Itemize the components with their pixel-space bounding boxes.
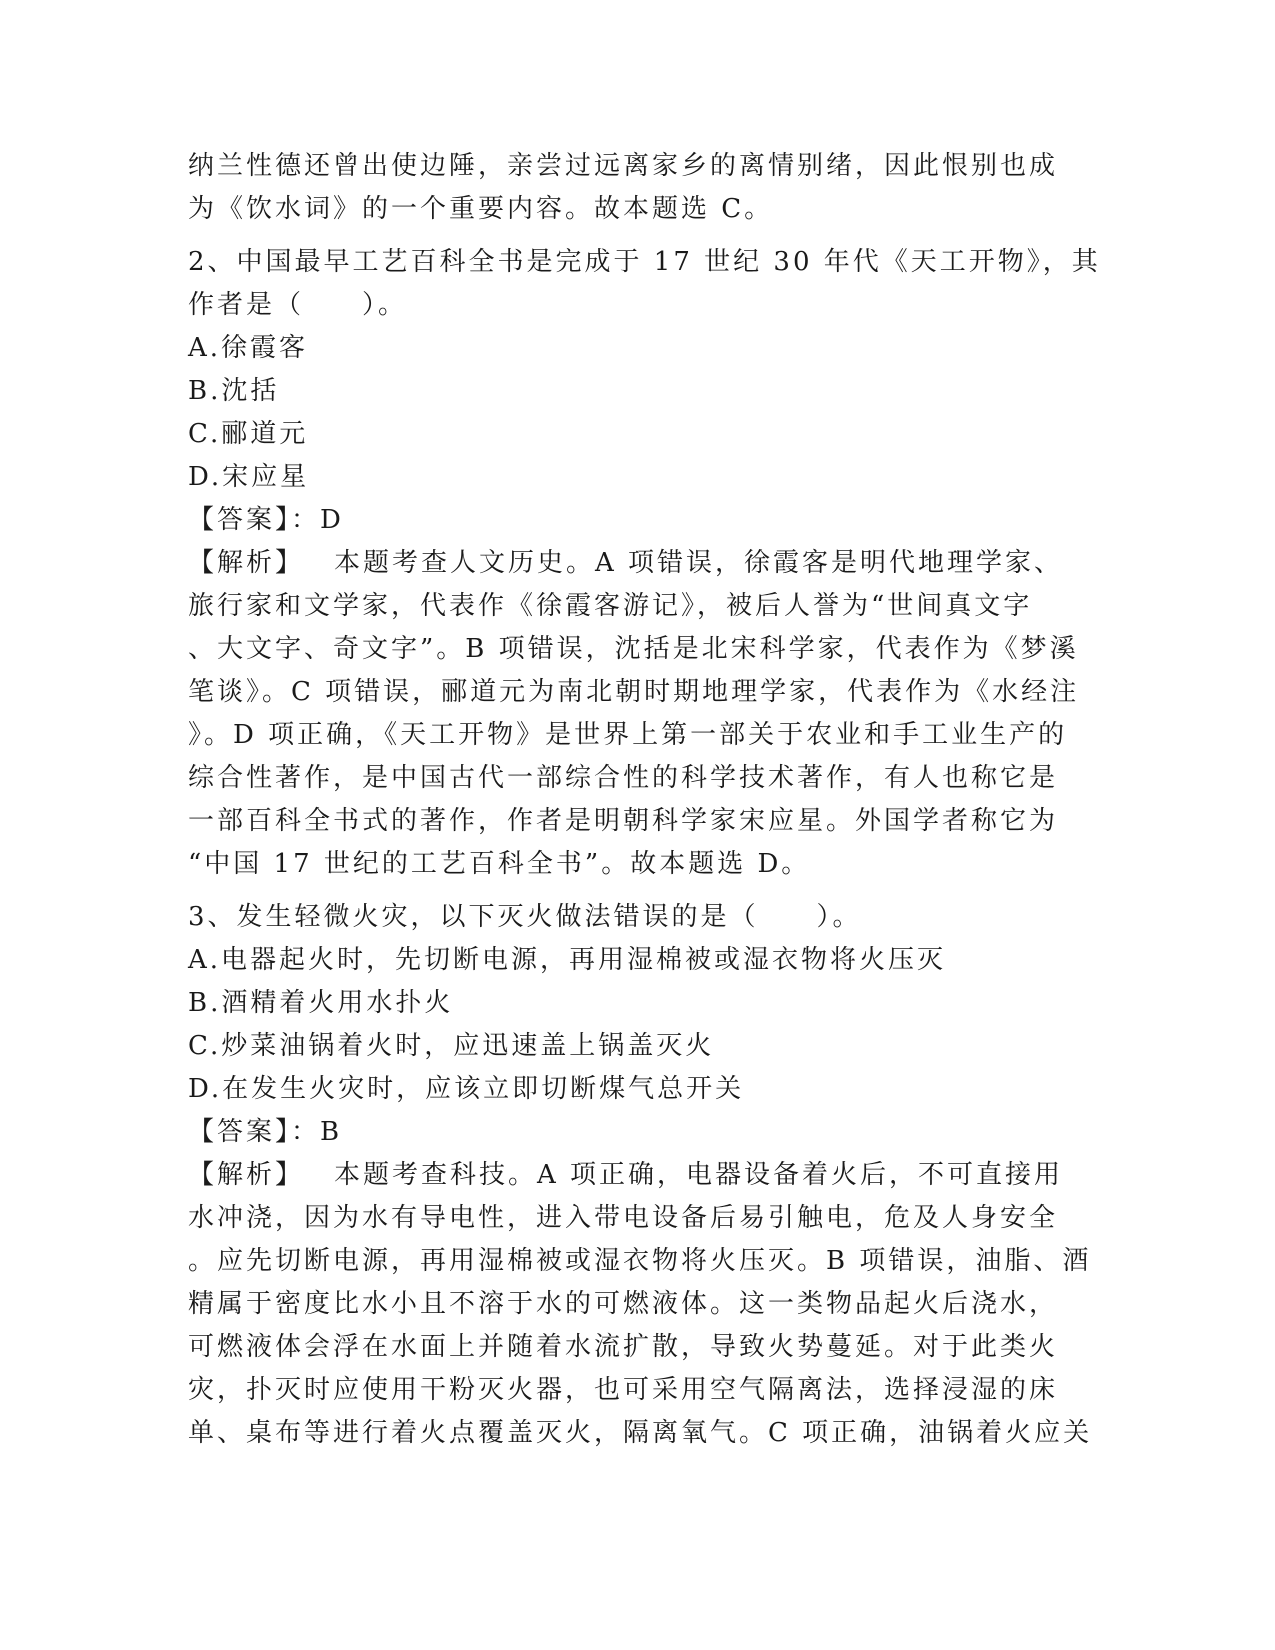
question-2-option-b: B.沈括 bbox=[188, 376, 280, 406]
analysis-line: 综合性著作，是中国古代一部综合性的科学技术著作，有人也称它是 bbox=[188, 763, 1059, 793]
question-3-option-d: D.在发生火灾时，应该立即切断煤气总开关 bbox=[188, 1074, 745, 1104]
question-3-analysis-first-line bbox=[188, 1154, 1088, 1197]
analysis-line: 可燃液体会浮在水面上并随着水流扩散，导致火势蔓延。对于此类火 bbox=[188, 1332, 1059, 1362]
question-3 bbox=[188, 896, 1093, 1455]
question-2-text: 作者是（ ）。 bbox=[188, 290, 408, 320]
answer-label: 【答案】： bbox=[188, 1117, 321, 1147]
question-3-text: 3、发生轻微火灾，以下灭火做法错误的是（ ）。 bbox=[188, 902, 862, 932]
analysis-line: 笔谈》。C 项错误，郦道元为南北朝时期地理学家，代表作为《水经注 bbox=[188, 677, 1080, 707]
intro-line: 纳兰性德还曾出使边陲，亲尝过远离家乡的离情别绪，因此恨别也成 bbox=[188, 151, 1059, 181]
analysis-label: 【解析】 bbox=[188, 1160, 305, 1190]
answer-label: 【答案】： bbox=[188, 505, 321, 535]
analysis-line: 旅行家和文学家，代表作《徐霞客游记》，被后人誉为“世间真文字 bbox=[188, 591, 1033, 621]
analysis-line: 水冲浇，因为水有导电性，进入带电设备后易引触电，危及人身安全 bbox=[188, 1203, 1059, 1233]
question-2-option-c: C.郦道元 bbox=[188, 419, 309, 449]
intro-paragraph bbox=[188, 145, 1088, 231]
analysis-line: 灾，扑灭时应使用干粉灭火器，也可采用空气隔离法，选择浸湿的床 bbox=[188, 1375, 1059, 1405]
analysis-line: 一部百科全书式的著作，作者是明朝科学家宋应星。外国学者称它为 bbox=[188, 806, 1059, 836]
question-2 bbox=[188, 241, 1101, 886]
question-2-text: 2、中国最早工艺百科全书是完成于 17 世纪 30 年代《天工开物》，其 bbox=[188, 247, 1101, 277]
analysis-label: 【解析】 bbox=[188, 548, 305, 578]
question-3-answer bbox=[188, 1111, 1088, 1154]
question-3-option-c: C.炒菜油锅着火时，应迅速盖上锅盖灭火 bbox=[188, 1031, 715, 1061]
analysis-line: 精属于密度比水小且不溶于水的可燃液体。这一类物品起火后浇水， bbox=[188, 1289, 1059, 1319]
answer-value: D bbox=[320, 505, 344, 535]
analysis-line: “中国 17 世纪的工艺百科全书”。故本题选 D。 bbox=[188, 849, 811, 879]
question-3-option-b: B.酒精着火用水扑火 bbox=[188, 988, 454, 1018]
intro-line: 为《饮水词》的一个重要内容。故本题选 C。 bbox=[188, 194, 774, 224]
analysis-text: 本题考查科技。A 项正确，电器设备着火后，不可直接用 bbox=[334, 1160, 1064, 1190]
analysis-line: 、大文字、奇文字”。B 项错误，沈括是北宋科学家，代表作为《梦溪 bbox=[188, 634, 1079, 664]
analysis-line: 》。D 项正确，《天工开物》是世界上第一部关于农业和手工业生产的 bbox=[188, 720, 1068, 750]
question-3-option-a: A.电器起火时，先切断电源，再用湿棉被或湿衣物将火压灭 bbox=[188, 945, 947, 975]
analysis-line: 。应先切断电源，再用湿棉被或湿衣物将火压灭。B 项错误，油脂、酒 bbox=[188, 1246, 1092, 1276]
document-content bbox=[188, 145, 1101, 1455]
question-2-option-a: A.徐霞客 bbox=[188, 333, 309, 363]
question-2-answer bbox=[188, 499, 1088, 542]
question-2-option-d: D.宋应星 bbox=[188, 462, 310, 492]
answer-value: B bbox=[320, 1117, 343, 1147]
analysis-line: 单、桌布等进行着火点覆盖灭火，隔离氧气。C 项正确，油锅着火应关 bbox=[188, 1418, 1093, 1448]
question-2-analysis-first-line bbox=[188, 542, 1088, 585]
analysis-text: 本题考查人文历史。A 项错误，徐霞客是明代地理学家、 bbox=[334, 548, 1064, 578]
